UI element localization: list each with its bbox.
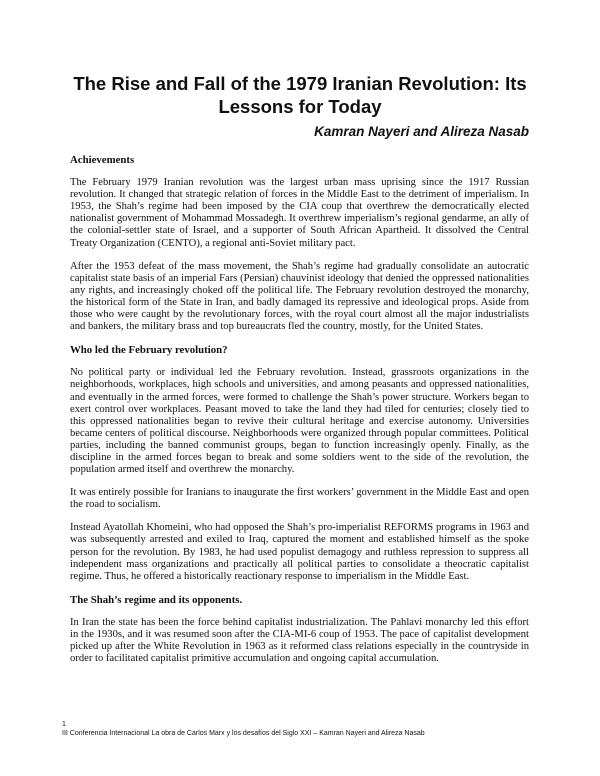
section-heading-shah-regime: The Shah’s regime and its opponents. xyxy=(70,593,243,606)
section-heading-who-led: Who led the February revolution? xyxy=(70,344,228,357)
document-title: The Rise and Fall of the 1979 Iranian Revolution: Its Lessons for Today xyxy=(73,73,527,117)
paragraph: The February 1979 Iranian revolution was the largest urban mass uprising since the 1917 Russian revolution. It changed that strategic relation of forces in the Middle East to the detriment of imperialism. In 1953, the Shah’s regime had been imposed by the CIA coup that overthrew the democratically elected nationalist government of Mohammad Mossadegh. It overthrew imperialism’s regional gendarme, an ally of the colonial-settler state of Israel, and a supporter of South African Apartheid. It dissolved the Central Treaty Organization (CENTO), a regional anti-Soviet military pact. xyxy=(70,177,529,249)
document-body xyxy=(70,154,529,676)
paragraph: After the 1953 defeat of the mass movement, the Shah’s regime had gradually consolidate an autocratic capitalist state basis of an imperial Fars (Persian) chauvinist ideology that denied the oppressed nationalities any rights, and increasingly choked off the political life. The February revolution destroyed the monarchy, the historical form of the State in Iran, and badly damaged its repressive and ideological props. Aside from those who were caught by the revolutionary forces, with the royal court almost all the major industrialists and bankers, the military brass and top bureaucrats fled the country, mostly, for the United States. xyxy=(70,260,529,333)
document-authors: Kamran Nayeri and Alireza Nasab xyxy=(314,124,529,139)
footer-text: III Conferencia Internacional La obra de Carlos Marx y los desafíos del Siglo XXI – Kamran Nayeri and Alireza Nasab xyxy=(62,730,425,737)
paragraph: It was entirely possible for Iranians to inaugurate the first workers’ government in the Middle East and open the road to socialism. xyxy=(70,487,529,511)
section-heading-achievements: Achievements xyxy=(70,154,135,166)
paragraph: In Iran the state has been the force behind capitalist industrialization. The Pahlavi monarchy led this effort in the 1930s, and it was resumed soon after the CIA-MI-6 coup of 1953. The pace of capitalist development picked up after the White Revolution in 1963 as it reformed class relations especially in the countryside in order to facilitated capitalist primitive accumulation and ongoing capital accumulation. xyxy=(70,616,529,665)
page-number: 1 xyxy=(62,721,66,728)
paragraph: Instead Ayatollah Khomeini, who had opposed the Shah’s pro-imperialist REFORMS programs in 1963 and was subsequently arrested and exiled to Iraq, captured the moment and established himself as the spoke person for the revolution. By 1983, he had used populist demagogy and ruthless repression to suppress all independent mass organizations and practically all political parties to consolidate a theocratic capitalist regime. Thus, he offered a historically reactionary response to imperialism in the Middle East. xyxy=(70,522,529,582)
paragraph: No political party or individual led the February revolution. Instead, grassroots organizations in the neighborhoods, workplaces, high schools and universities, and among peasants and oppressed nationalities, and eventually in the armed forces, were formed to challenge the Shah’s power structure. Workers began to exert control over workplaces. Peasant moved to take the land they had tiled for centuries; closely tied to this oppressed nationalities began to revive their cultural heritage and exercise autonomy. Universities became centers of political discourse. Neighborhoods were organized through popular committees. Political parties, including the banned communist groups, began to function increasingly openly. Finally, as the discipline in the armed forces began to break and some soldiers went to the side of the revolution, the population armed itself and overthrew the monarchy. xyxy=(70,367,529,476)
page-footer xyxy=(62,720,542,738)
